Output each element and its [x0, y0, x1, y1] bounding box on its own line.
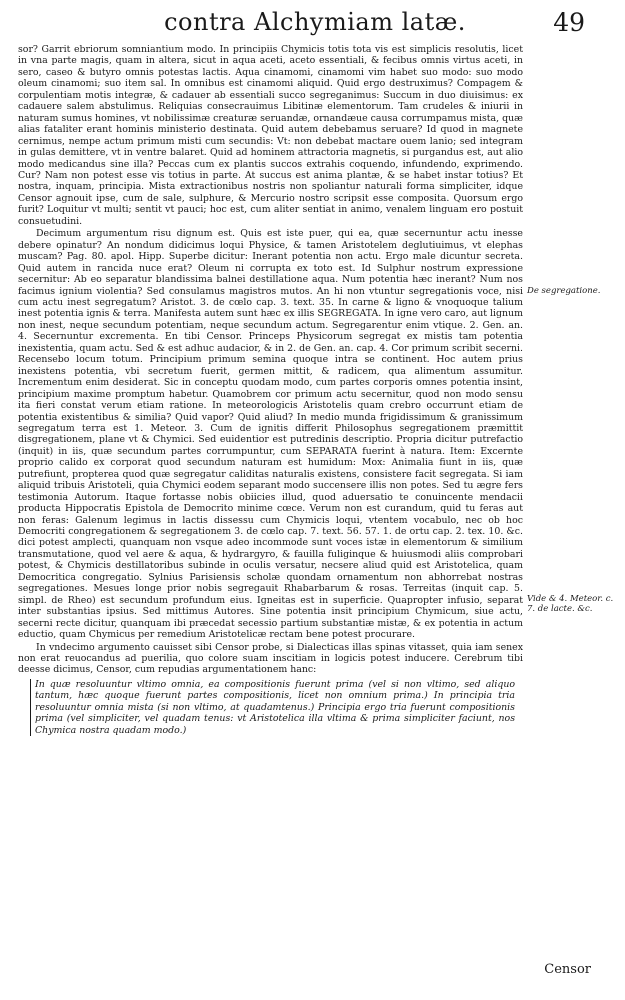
quote-text: In quæ resoluuntur vltimo omnia, ea compositionis fuerunt prima (vel si non vltimo, sed aliquo tantum, hæc quoque fuerunt partes compositionis, licet non omnium prima.) In principia tria resoluuntur omnia mista (si non vltimo, at quadamtenus.) Principia ergo tria fuerunt compositionis prima (vel simpliciter, vel quadam tenus: vt Aristotelica illa vltima & prima simpliciter faciunt, nos Chymica nostra quadam modo.) [35, 678, 515, 736]
paragraph: In vndecimo argumento cauisset sibi Censor probe, si Dialecticas illas spinas vitasset, quia iam senex non erat reuocandus ad puerilia, quo colore suam inscitiam in logicis potest inducere. Cerebrum tibi deesse dicimus, Censor, cum repudias argumentationem hanc: [18, 641, 523, 676]
catchword: Censor [544, 962, 591, 977]
margin-note: De segregatione. [527, 286, 601, 296]
margin-note: Vide & 4. Meteor. c. 7. de lacte. &c. [527, 594, 614, 614]
syllogism-quote [30, 679, 519, 736]
running-title: contra Alchymiam latæ. [164, 8, 466, 36]
page-header [0, 6, 625, 42]
paragraph: sor? Garrit ebriorum somniantium modo. In principiis Chymicis totis tota vis est simplicis resolutis, licet in vna parte magis, quam in altera, sicut in aqua aceti, aceto essentiali, & fecibus omnis virtus aceti, in sero, caseo & butyro omnis potestas lactis. Aqua cinamomi, cinamomi vim habet suo modo: suo modo oleum cinamomi; suo item sal. In omnibus est cinamomi aliquid. Quid ergo destruximus? Compagem & corpulentiam motis integræ, & cadauer ab essentiali succo segreganimus: Succum in duo diuisimus: ex cadauere salem abstulimus. Reliquias consecrauimus Libitinæ elementorum. Tam crudeles & iniurii in naturam sumus homines, vt nobilissimæ creaturæ seruandæ, ornandæue causa corrumpamus mista, quæ alias fataliter erant hominis ministerio destinata. Quid autem debebamus seruare? Id quod in magnete cernimus, nempe actum primum misti cum secundis: Vt: non debebat mactare ouem lanio; sed integram in gulas demittere, vt in ventre balaret. Quid ad hominem attractoria magnetis, si purgandus est, aut alio modo medicandus sine illa? Peccas cum ex plantis succos extrahis coquendo, infundendo, exprimendo. Cur? Nam non potest esse vis totius in parte. At succus est anima plantæ, & se habet instar totius? Et nostra, inquam, principia. Mista extractionibus nostris non spoliantur naturali forma simpliciter, idque Censor agnouit ipse, cum de sale, sulphure, & Mercurio nostro scripsit esse composita. Quorsum ergo furit? Loquitur vt multi; sentit vt pauci; hoc est, cum aliter sentiat in animo, venalem linguam ero postuit consuetudini. [18, 44, 523, 227]
paragraph: Decimum argumentum risu dignum est. Quis est iste puer, qui ea, quæ secernuntur actu inesse debere opinatur? An nondum didicimus loqui Physice, & tamen Aristotelem deglutiuimus, vt elephas muscam? Pag. 80. apol. Hipp. Superbe dicitur: Inerant potentia non actu. Ergo male dicuntur secreta. Quid autem in rancida nuce erat? Oleum ni corrupta ex toto est. Id Sulphur nostrum expressione secernitur: Ab eo separatur blandissima balnei destillatione aqua. Num potentia hæc inerant? Num nos facimus ignium violentia? Sed consulamus magistros mutos. An hi non vtuntur segregationis voce, nisi cum actu inest segregatum? Aristot. 3. de cœlo cap. 3. text. 35. In carne & ligno & vnoquoque talium inest potentia ignis & terra. Manifesta autem sunt hæc ex illis SEGREGATA. In igne vero caro, aut lignum non inest, neque secundum potentiam, neque secundum actum. Segregarentur enim vtique. 2. Gen. an. 4. Secernuntur excrementa. En tibi Censor. Princeps Physicorum segregat ex mistis tam potentia inexistentia, quam actu. Sed & est adhuc audacior, & in 2. de Gen. an. cap. 4. Cor primum scribit secerni. Recensebo locum totum. Principium primum semina quoque intra se continent. Hoc autem prius inexistens potentia, vbi secretum fuerit, germen mittit, & radicem, qua alimentum assumitur. Incrementum enim desiderat. Sic in conceptu quodam modo, cum partes corporis omnes potentia insint, principium maxime promptum habetur. Quamobrem cor primum actu secernitur, quod non modo sensu ita fieri constat verum etiam ratione. In meteorologicis Aristotelis quam crebro occurrunt etiam de potentia existentibus & similia? Quid vapor? Quid aliud? In medio munda frigidissimum & granissimum segregatum terra est 1. Meteor. 3. Cum de ignitis differit Philosophus segregationem præmittit disgregationem, plane vt & Chymici. Sed euidentior est putredinis descriptio. Propria dicitur putrefactio (inquit) in iis, quæ secundum partes corrumpuntur, cum SEPARATA fuerint à natura. Item: Excernte proprio calido ex corporat quod secundum naturam est humidum: Mox: Animalia fiunt in iis, quæ putrefiunt, propterea quod quæ segregatur caliditas naturalis existens, consistere facit segregata. Si iam aliquid tribuis Aristoteli, quia Chymici eodem separant modo succensere illis non potes. Sed tu ægre fers testimonia Autorum. Itaque fortasse nobis obiicies illud, quod aduersatio te conuincente mendacii producta Hippocratis Epistola de Democrito minime cœce. Verum non est curandum, quid tu feras aut non feras: Galenum legimus in lactis dissessu cum Chymicis loqui, vtentem vocabulo, nec ob hoc Democriti congregationem & segregationem 3. de cœlo cap. 7. text. 56. 57. 1. de ortu cap. 2. tex. 10. &c. dici potest amplecti, quanquam non vsque adeo incommode sunt voces istæ in elementorum & similium transmutatione, quod vel aere & aqua, & hydrargyro, & fauilla fuliginque & huiusmodi aliis comprobari potest, & Chymicis destillatoribus subinde in oculis versatur, necsere aliud quid est Aristotelica, quam Democritica congregatio. Sylnius Parisiensis scholæ quondam ornamentum non abhorrebat nostras segregationes. Mesues longe prior nobis segregauit Rhabarbarum & rosas. Terreitas (inquit cap. 5. simpl. de Rheo) est secundum profundum eius. Igneitas est in superficie. Quapropter infusio, separat inter substantias ipsius. Sed mittimus Autores. Sine potentia insit principium Chymicum, siue actu, secerni recte dicitur, quanquam ibi præcedat secessio partium substantiæ mistæ, & ex potentia in actum eductio, quam Chymicus per remedium Aristotelicæ rectam bene potest procurare. [18, 228, 523, 641]
body-text [18, 44, 523, 737]
page-number: 49 [553, 8, 585, 37]
